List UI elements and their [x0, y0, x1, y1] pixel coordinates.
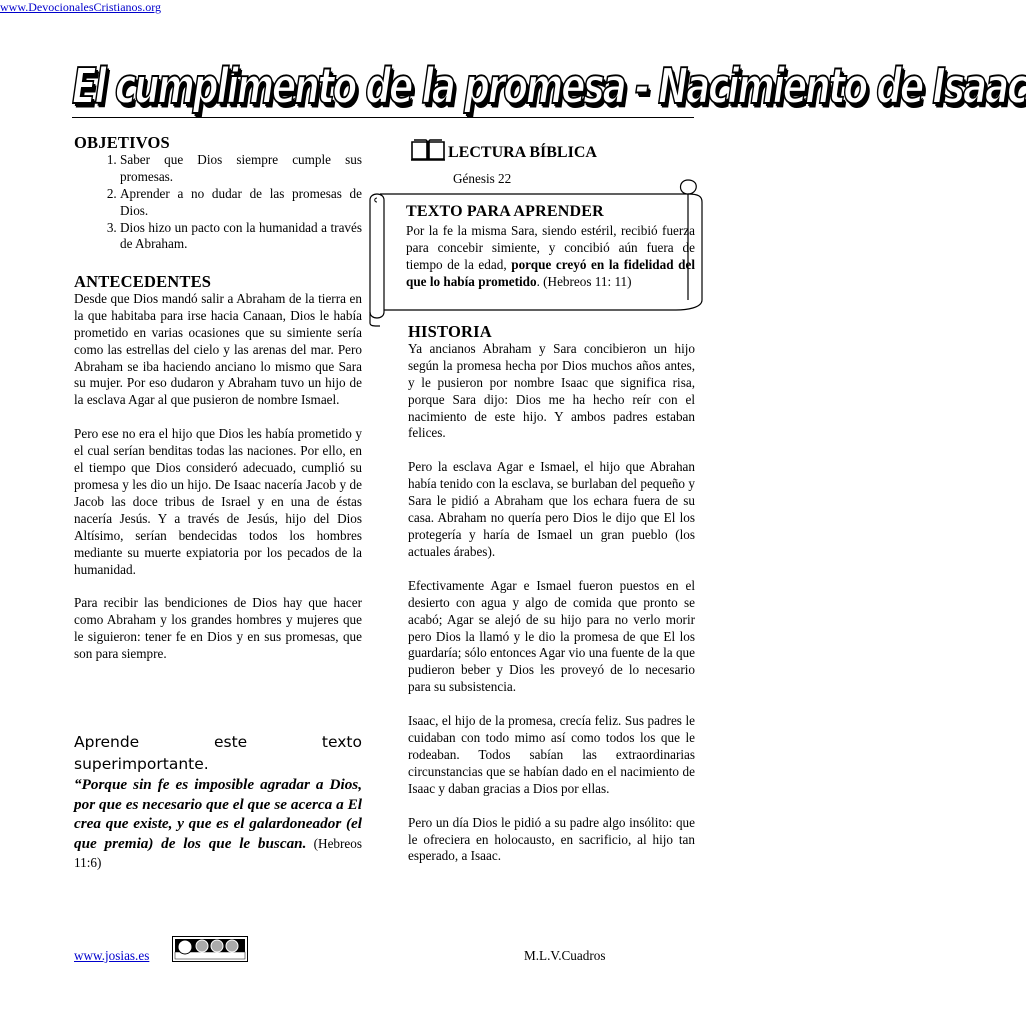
footer-link[interactable]: www.josias.es: [74, 948, 150, 963]
texto-heading: TEXTO PARA APRENDER: [406, 203, 604, 220]
antecedentes-section: [74, 274, 362, 663]
memorize-word: superimportante.: [74, 755, 209, 773]
verse-reference: (Hebreos 11:6): [74, 835, 362, 871]
creative-commons-badge-icon[interactable]: [172, 936, 248, 962]
verse-end: .: [302, 834, 307, 852]
page-title: El cumplimento de la promesa - Nacimiento de Isaac: [72, 60, 1026, 116]
lectura-heading: LECTURA BÍBLICA: [448, 144, 597, 161]
paragraph: Pero un día Dios le pidió a su padre algo insólito: que le ofreciera en holocausto, en sacrificio, al hijo tan esperado, a Isaac.: [408, 814, 695, 864]
list-item: 3. Dios hizo un pacto con la humanidad a través de Abraham.: [120, 220, 362, 254]
verse-open-quote: “: [74, 776, 82, 793]
memorize-heading: [74, 731, 362, 775]
paragraph: Para recibir las bendiciones de Dios hay que hacer como Abraham y los grandes hombres y mujeres que le siguieron: tener fe en Dios y en sus promesas, que son para siempre.: [74, 595, 362, 662]
memorize-section: [74, 731, 362, 873]
memorize-word: Aprende: [74, 733, 140, 751]
paragraph: Desde que Dios mandó salir a Abraham de la tierra en la que habitaba para irse hacia Canaan, Dios le había prometido en varias ocasiones que su simiente sería como las estrellas del cielo y las arenas del mar. Pero Abraham se iba haciendo anciano lo mismo que Sara su mujer. Por eso dudaron y Abraham tuvo un hijo de la esclava Agar al que pusieron de nombre Ismael.: [74, 290, 362, 408]
historia-heading: HISTORIA: [408, 322, 492, 341]
memory-verse: [74, 775, 362, 873]
objetivos-section: [74, 135, 362, 253]
paragraph: Isaac, el hijo de la promesa, crecía feliz. Sus padres le cuidaban con todo mimo así como todos los que le rodeaban. Todos sabían las extraordinarias circunstancias que se habían dado en el nacimiento de Isaac y daban gracias a Dios por ellas.: [408, 713, 695, 796]
lectura-heading-row: [410, 138, 597, 162]
memorize-word: texto: [321, 733, 362, 751]
title-divider: [72, 117, 694, 118]
lectura-passage: Génesis 22: [453, 171, 512, 186]
paragraph: Pero ese no era el hijo que Dios les había prometido y el cual serían benditas todas las naciones. Por ello, en el tiempo que Dios consideró adecuado, cumplió su promesa y les dio un hijo. De Isaac nacería Jacob y de Jacob las doce tribus de Israel y en una de éstas nacería Jesús. Y a través de Jesús, hijo del Dios Altísimo, serían bendecidas todos los hombres mediante su muerte expiatoria por los pecados de la humanidad.: [74, 426, 362, 577]
objetivos-list: [74, 152, 362, 253]
texto-plain: Por la fe la misma Sara, siendo estéril, recibió fuerza para concebir simiente, y concibió aún fuera de tiempo de la edad,: [406, 222, 695, 272]
verse-text: Porque sin fe es imposible agradar a Dios, por que es necesario que el que se acerca a El crea que existe, y que es el galardoneador (el que premia) de los que le buscan: [74, 776, 362, 852]
paragraph: Ya ancianos Abraham y Sara concibieron un hijo según la promesa hecha por Dios muchos años antes, y le pusieron por nombre Isaac que significa risa, porque Sara dijo: Dios me ha hecho reír con el nacimiento de este hijo. Y ambos padres estaban felices.: [408, 340, 695, 441]
texto-end: .: [536, 273, 540, 289]
texto-para-aprender: [406, 204, 695, 291]
memorize-word: este: [213, 733, 248, 751]
site-link[interactable]: www.DevocionalesCristianos.org: [0, 0, 161, 14]
list-item: 2. Aprender a no dudar de las promesas de Dios.: [120, 186, 362, 220]
paragraph: Pero la esclava Agar e Ismael, el hijo que Abrahan había tenido con la esclava, se burlaban del pequeño y Sara le pidió a Abraham que los echara fuera de su casa. Abraham no quería pero Dios le dijo que El los protegería y haría de Ismael un gran pueblo (los actuales árabes).: [408, 459, 695, 559]
paragraph: Efectivamente Agar e Ismael fueron puestos en el desierto con agua y algo de comida que pronto se acabó; Agar se alejó de su hijo para no verlo morir pero Dios la llamó y le dio la promesa de que El los guardaría; sólo entonces Agar vio una fuente de la que pudieron beber y Dios les proveyó de lo necesario para su subsistencia.: [408, 577, 695, 695]
antecedentes-heading: ANTECEDENTES: [74, 272, 212, 291]
objetivos-heading: OBJETIVOS: [74, 133, 170, 152]
texto-bold: porque creyó en la fidelidad del que lo había prometido: [406, 256, 696, 289]
author: M.L.V.Cuadros: [524, 948, 606, 963]
texto-reference: (Hebreos 11: 11): [543, 273, 632, 289]
historia-section: [408, 324, 695, 865]
book-icon: [410, 138, 446, 162]
list-item: 1. Saber que Dios siempre cumple sus promesas.: [120, 152, 362, 186]
